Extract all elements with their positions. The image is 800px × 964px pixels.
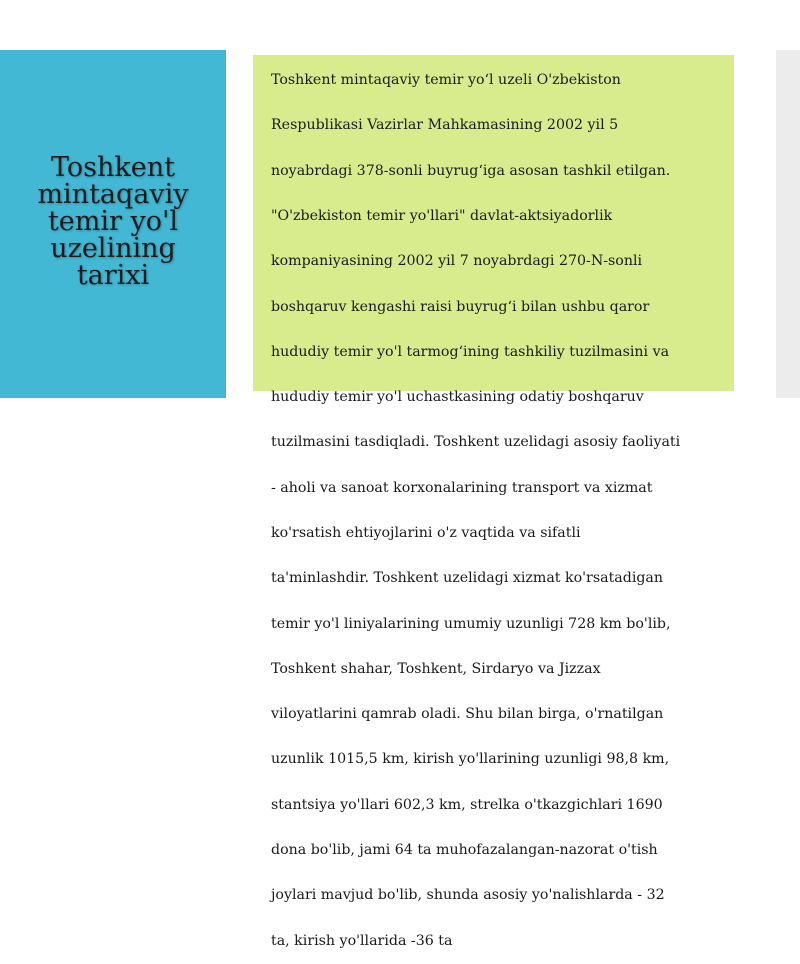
title-panel (0, 50, 226, 398)
slide-title (13, 151, 213, 291)
body-line: noyabrdagi 378-sonli buyrug‘iga asosan tashkil etilgan. (271, 162, 671, 179)
body-line: hududiy temir yo'l uchastkasining odatiy boshqaruv (271, 389, 644, 406)
body-line: dona bo'lib, jami 64 ta muhofazalangan-nazorat o'tish (271, 841, 658, 858)
body-line: Toshkent mintaqaviy temir yo‘l uzeli O'zbekiston (271, 72, 621, 89)
body-line: boshqaruv kengashi raisi buyrug‘i bilan ushbu qaror (271, 298, 650, 315)
body-line: ta'minlashdir. Toshkent uzelidagi xizmat ko'rsatadigan (271, 570, 664, 587)
bullet-icon (257, 42, 267, 56)
body-line: hududiy temir yo'l tarmog‘ining tashkiliy tuzilmasini va (271, 343, 670, 360)
body-paragraph (271, 43, 731, 964)
body-line: ko'rsatish ehtiyojlarini o'z vaqtida va sifatli (271, 525, 581, 541)
body-line: Toshkent shahar, Toshkent, Sirdaryo va Jizzax (271, 660, 601, 677)
title-line: uzelining (50, 232, 176, 264)
body-line: tuzilmasini tasdiqladi. Toshkent uzelidagi asosiy faoliyati (271, 434, 681, 451)
body-line: uzunlik 1015,5 km, kirish yo'llarining uzunligi 98,8 km, (271, 751, 670, 768)
body-line: ta, kirish yo'llarida -36 ta (271, 932, 453, 949)
next-slide-edge (776, 50, 800, 398)
body-line: kompaniyasining 2002 yil 7 noyabrdagi 270-N-sonli (271, 253, 643, 270)
body-line: stantsiya yo'llari 602,3 km, strelka o'tkazgichlari 1690 (271, 796, 663, 813)
title-line: temir yo'l (47, 205, 179, 237)
body-line: Respublikasi Vazirlar Mahkamasining 2002 yil 5 (271, 117, 619, 134)
title-line: mintaqaviy (37, 178, 189, 210)
body-line: - aholi va sanoat korxonalarining transport va xizmat (271, 479, 653, 496)
body-line: "O'zbekiston temir yo'llari" davlat-aktsiyadorlik (271, 208, 613, 225)
body-line: temir yo'l liniyalarining umumiy uzunligi 728 km bo'lib, (271, 615, 671, 632)
body-line: joylari mavjud bo'lib, shunda asosiy yo'nalishlarda - 32 (271, 887, 665, 904)
title-line: tarixi (76, 259, 150, 291)
title-line: Toshkent (51, 151, 175, 183)
body-line: viloyatlarini qamrab oladi. Shu bilan birga, o'rnatilgan (271, 706, 664, 723)
